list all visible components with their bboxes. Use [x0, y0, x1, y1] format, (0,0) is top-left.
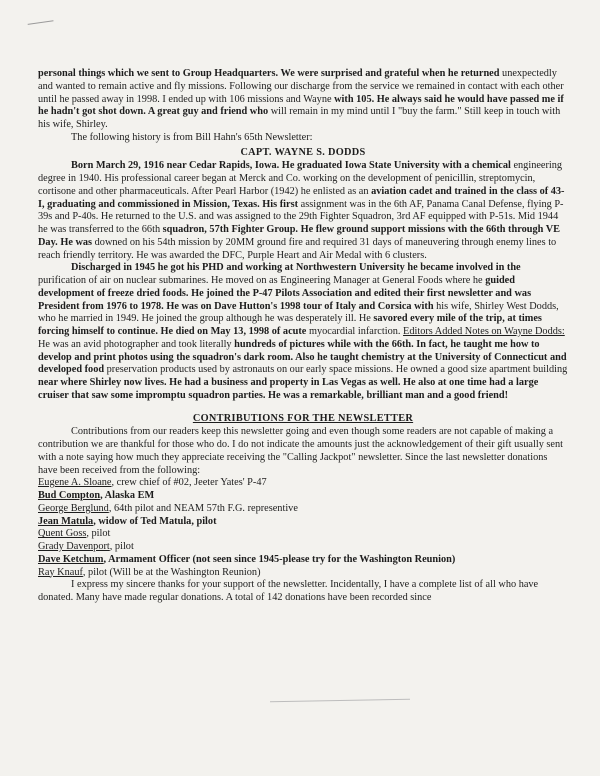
bio-sentence: his wife, Shirley West Dodds, who he married in 1949. He joined the group although he was desperately ill. He — [38, 300, 559, 325]
bio-sentence: large cruiser that saw some impromptu squadron parties. He was a remarkable, brilliant man and a good friend! — [38, 377, 539, 401]
bio-sentence: purification of air on nuclear submarines. He moved on as Engineering Manager at General Foods where he — [38, 275, 483, 286]
donor-detail: , crew chief of #02, Jeeter Yates' P-47 — [111, 477, 267, 489]
donor-name: Quent Goss — [38, 528, 87, 540]
newsletter-page — [38, 68, 568, 605]
donor-name: George Berglund — [38, 502, 109, 514]
editor-notes-label: Editors Added Notes on Wayne Dodds: — [403, 326, 565, 337]
donor-name: Bud Compton — [38, 490, 101, 501]
bio-sentence: engineering degree in 1940. His professional career began at Merck and Co. working on the development of penicillin, streptomycin, cortisone and other pharmaceuticals. After Pearl Harbor (1942) he enlisted as an — [38, 160, 563, 197]
bio-sentence: guided development of freeze dried foods. He joined the P-47 Pilots Association and edited their first — [38, 275, 515, 299]
faint-mark — [270, 699, 410, 702]
bio-sentence: downed on his 54th mission by 20MM ground fire and required 31 days of maneuvering through enemy lines to reach friendly territory. He was awarded the DFC, Purple Heart and Air Medal with 6 clusters. — [38, 236, 557, 261]
contributions-paragraph: Contributions from our readers keep this newsletter going and even though some readers are not capable of making a contribution we are thankful for those who do. I do not indicate the amounts just the acknowledgement of their gift usually sent with a note saying how much they appreciate receiving the "Calling Jackpot" newsletter. Since the last newsletter donations have been received from the following: — [38, 426, 564, 476]
donor-detail: , pilot — [109, 541, 134, 552]
donor-list — [38, 477, 568, 579]
donor-item — [38, 554, 568, 567]
bio-sentence: myocardial infarction. — [308, 326, 401, 337]
donor-item — [38, 490, 568, 503]
bio-sentence: Born March 29, 1916 near Cedar Rapids, Iowa. He graduated Iowa State University with a chemical — [71, 160, 511, 172]
donor-name: Eugene A. Sloane — [38, 477, 112, 489]
donor-item — [38, 528, 568, 541]
donor-detail: , 64th pilot and NEAM 57th F.G. representive — [108, 502, 298, 514]
donor-name: Dave Ketchum — [38, 553, 104, 565]
bio-paragraph-2 — [38, 262, 568, 402]
donor-name: Grady Davenport — [38, 541, 110, 552]
donor-item — [38, 567, 568, 580]
donor-detail: , Alaska EM — [100, 490, 155, 501]
bio-sentence: newsletter and was President from 1976 to 1978. He was on Dave Hutton's 1998 tour of Italy and Corsica with — [38, 287, 532, 312]
bio-sentence: preservation products used by astronauts on our early space missions. He owned a good size apartment building — [106, 364, 568, 376]
bio-sentence: He was an avid photographer and took literally — [38, 338, 232, 350]
bio-sentence: squadron's dark room. Also he taught chemistry at the University of Connecticut and developed food — [38, 351, 567, 376]
bio-sentence: hundreds of pictures while with the 66th. In fact, he taught me how to develop and print photos using the — [38, 338, 540, 363]
section-heading-contributions: CONTRIBUTIONS FOR THE NEWSLETTER — [192, 412, 414, 424]
intro-sentence: will remain in my mind until I "buy the farm." Still keep in touch with his wife, Shirley. — [38, 106, 561, 130]
intro-sentence: unexpectedly and wanted to remain active and fly missions. Following our discharge from the service we remained in contact with each other until he passed away in 1998. I ended up with 106 missions and Wayne — [38, 68, 564, 105]
bio-sentence: near where Shirley now lives. He had a business and property in Las Vegas as well. He also at one time had a — [38, 377, 514, 388]
pen-stroke-mark — [28, 20, 55, 31]
donor-item — [38, 503, 568, 516]
bio-sentence: Discharged in 1945 he got his PHD and working at Northwestern University he became involved in the — [71, 262, 521, 274]
intro-sentence: personal things which we sent to Group Headquarters. We were surprised and grateful when he returned — [38, 68, 500, 79]
history-intro: The following history is from Bill Hahn's 65th Newsletter: — [71, 131, 313, 143]
bio-sentence: aviation cadet and trained in the class of 43-I, graduating and commissioned in Mission, Texas. His first — [38, 185, 565, 210]
donor-item — [38, 516, 568, 529]
section-heading-dodds: CAPT. WAYNE S. DODDS — [240, 146, 366, 158]
donor-name: Jean Matula — [38, 515, 94, 527]
donor-detail: , pilot — [86, 528, 111, 540]
donor-item — [38, 541, 568, 554]
donor-name: Ray Knauf — [38, 566, 83, 578]
intro-paragraph — [38, 68, 568, 132]
bio-sentence: assignment was in the 6th AF, Panama Canal Defense, flying P-39s and P-40s. He returned to the U.S. and was assigned to the 29th Fighter Squadron, 3rd AF equipped with P-51s. Mid 1944 he was transferred to the 66th — [38, 198, 564, 235]
donor-detail: , widow of Ted Matula, pilot — [93, 515, 217, 527]
bio-sentence: squadron, 57th Fighter Group. He flew ground support missions with the 66th through VE Day. He was — [38, 224, 561, 248]
donor-detail: , Armament Officer (not seen since 1945-please try for the Washington Reunion) — [103, 553, 456, 565]
intro-sentence: with 105. He always said he would have passed me if he hadn't got shot down. A great guy and friend who — [38, 93, 564, 118]
donor-item — [38, 477, 568, 490]
closing-paragraph: I express my sincere thanks for your support of the newsletter. Incidentally, I have a complete list of all who have donated. Many have made regular donations. A total of 142 donations have been recorded since — [38, 579, 539, 603]
bio-sentence: savored every mile of the trip, at times forcing himself to continue. He died on May 13, 1998 of acute — [38, 313, 542, 337]
donor-detail: , pilot (Will be at the Washington Reunion) — [82, 566, 261, 578]
bio-paragraph-1 — [38, 160, 568, 262]
